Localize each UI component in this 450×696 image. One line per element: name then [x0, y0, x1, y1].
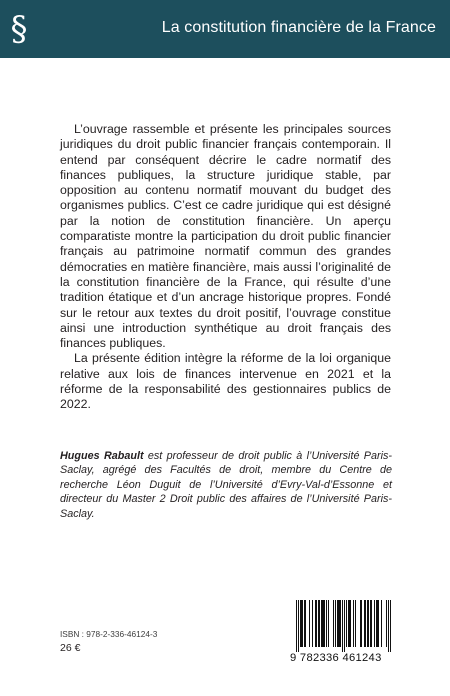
barcode-bar [309, 600, 310, 647]
barcode-bar [302, 600, 303, 647]
barcode-bar [300, 600, 301, 647]
barcode-bar [378, 600, 379, 647]
barcode-bar [346, 600, 347, 647]
ean13-barcode [294, 600, 392, 652]
summary-paragraph: L’ouvrage rassemble et présente les principales sources juridiques du droit public financier français contemporain. Il entend par conséquent décrire le cadre normatif des finances publiques, la structure juridique stable, par opposition au contenu normatif mouvant du budget des organismes publics. C’est ce cadre juridique qui est désigné par la notion de constitution financière. Un aperçu comparatiste montre la participation du droit public financier français au patrimoine normatif commun des grandes démocraties en matière financière, mais aussi l’originalité de la constitution financière de la France, qui résulte d’une tradition étatique et d’un ancrage historique propres. Fondé sur le retour aux textes du droit positif, l’ouvrage constitue ainsi une introduction synthétique au droit français des finances publiques. [60, 122, 391, 351]
barcode-bar [390, 600, 391, 652]
barcode-bar [305, 600, 306, 647]
barcode-bar [322, 600, 323, 647]
author-bio [60, 449, 392, 521]
book-title: La constitution financière de la France [161, 19, 436, 36]
barcode-bar [323, 600, 324, 647]
author-bio-text: est professeur de droit public à l’Université Paris-Saclay, agrégé des Facultés de droit, membre du Centre de recherche Léon Duguit de l’Université d’Evry-Val-d’Essonne et directeur du Master 2 Droit public des affaires de l’Université Paris-Saclay. [60, 450, 392, 520]
barcode-bar [361, 600, 362, 647]
barcode-bar [296, 600, 297, 652]
barcode-bar [381, 600, 382, 647]
barcode-bar [335, 600, 336, 647]
barcode-bar [315, 600, 316, 647]
barcode-bar [321, 600, 322, 647]
barcode-bar [368, 600, 369, 647]
barcode-bar [353, 600, 354, 647]
barcode-bar [374, 600, 375, 647]
isbn: ISBN : 978-2-336-46124-3 [60, 629, 158, 639]
barcode-bar [319, 600, 320, 647]
barcode-bar [348, 600, 349, 647]
barcode-bar [318, 600, 319, 647]
barcode-bar [312, 600, 313, 647]
barcode-bar [367, 600, 368, 647]
barcode-bar [349, 600, 350, 647]
barcode-bar [324, 600, 325, 647]
barcode-bar [339, 600, 340, 647]
barcode-bar [326, 600, 327, 647]
barcode-bar [328, 600, 329, 647]
barcode-bar [386, 600, 387, 647]
barcode-bar [338, 600, 339, 647]
barcode-bar [340, 600, 341, 647]
barcode-bar [376, 600, 377, 647]
barcode-bar [355, 600, 356, 647]
barcode-bar [337, 600, 338, 647]
barcode-bar [388, 600, 389, 652]
author-name: Hugues Rabault [60, 450, 144, 462]
header-bar [0, 0, 450, 58]
barcode-bar [316, 600, 317, 647]
barcode-bar [333, 600, 334, 647]
barcode-bar [364, 600, 365, 647]
section-sign-logo: § [10, 9, 28, 49]
barcode-bar [371, 600, 372, 647]
barcode-number: 9 782336 461243 [290, 652, 382, 664]
barcode-bar [301, 600, 302, 647]
summary-paragraph: La présente édition intègre la réforme de la loi organique relative aux lois de finances intervenue en 2021 et la réforme de la responsabilité des gestionnaires publics de 2022. [60, 351, 391, 412]
barcode-bar [365, 600, 366, 647]
barcode [288, 600, 396, 666]
barcode-bar [360, 600, 361, 647]
barcode-bar [298, 600, 299, 652]
barcode-bar [370, 600, 371, 647]
barcode-bar [377, 600, 378, 647]
barcode-bar [344, 600, 345, 652]
barcode-bar [350, 600, 351, 647]
back-cover-summary [60, 122, 391, 413]
barcode-bar [304, 600, 305, 647]
price: 26 € [60, 642, 81, 654]
barcode-bar [342, 600, 343, 652]
